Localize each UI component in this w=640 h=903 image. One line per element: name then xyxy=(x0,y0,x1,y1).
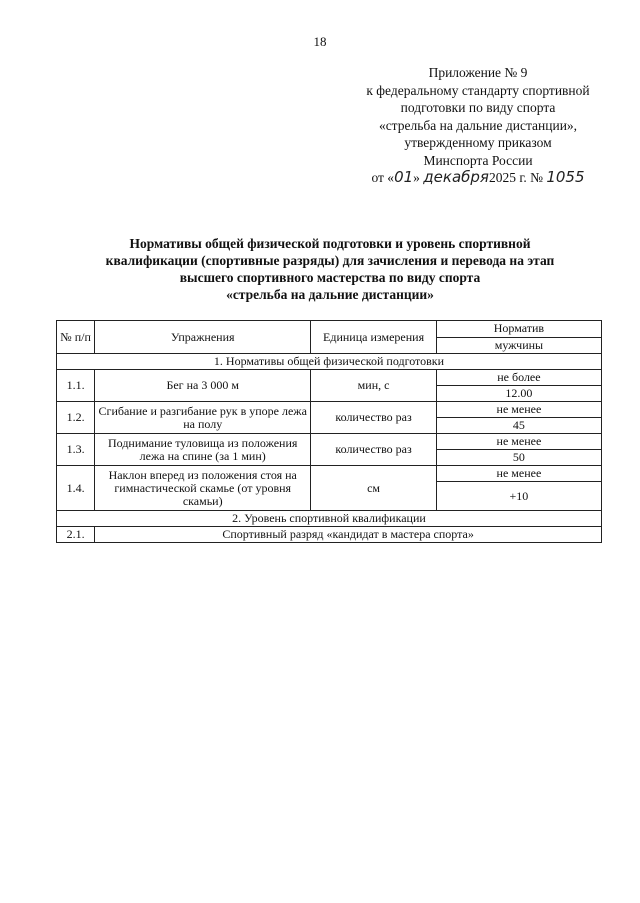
title-line: Нормативы общей физической подготовки и уровень спортивной xyxy=(129,236,531,251)
row-condition: не менее xyxy=(436,434,601,450)
table-row xyxy=(57,527,602,543)
section-title: 1. Нормативы общей физической подготовки xyxy=(57,354,602,370)
row-num: 1.3. xyxy=(57,434,95,466)
row-unit: количество раз xyxy=(311,402,437,434)
table-row xyxy=(57,434,602,450)
section-title: 2. Уровень спортивной квалификации xyxy=(57,511,602,527)
row-unit: мин, с xyxy=(311,370,437,402)
header-exercise: Упражнения xyxy=(95,321,311,354)
order-month: декабря xyxy=(423,168,489,186)
row-num: 1.4. xyxy=(57,466,95,511)
appendix-line: утвержденному приказом xyxy=(404,135,552,150)
order-line xyxy=(340,169,616,187)
row-exercise: Бег на 3 000 м xyxy=(95,370,311,402)
row-exercise: Поднимание туловища из положения лежа на спине (за 1 мин) xyxy=(95,434,311,466)
order-day: 01 xyxy=(394,168,414,186)
row-condition: не менее xyxy=(436,466,601,482)
row-value: 45 xyxy=(436,418,601,434)
title-line: «стрельба на дальние дистанции» xyxy=(226,287,434,302)
appendix-header xyxy=(340,64,616,187)
table-row xyxy=(57,466,602,482)
table-row xyxy=(57,402,602,418)
row-value: 50 xyxy=(436,450,601,466)
title-line: квалификации (спортивные разряды) для зачисления и перевода на этап xyxy=(105,253,555,268)
order-number: 1055 xyxy=(546,168,585,186)
row-exercise: Сгибание и разгибание рук в упоре лежа на полу xyxy=(95,402,311,434)
header-unit: Единица измерения xyxy=(311,321,437,354)
row-condition: не более xyxy=(436,370,601,386)
row-condition: не менее xyxy=(436,402,601,418)
table-row xyxy=(57,370,602,386)
rank-text: Спортивный разряд «кандидат в мастера спорта» xyxy=(95,527,602,543)
order-prefix: от « xyxy=(371,170,395,185)
row-num: 2.1. xyxy=(57,527,95,543)
page-number: 18 xyxy=(313,34,327,49)
row-num: 1.1. xyxy=(57,370,95,402)
row-num: 1.2. xyxy=(57,402,95,434)
title-line: высшего спортивного мастерства по виду спорта xyxy=(179,270,481,285)
section-row xyxy=(57,511,602,527)
appendix-line: к федеральному стандарту спортивной xyxy=(366,82,590,98)
header-num: № п/п xyxy=(57,321,95,354)
row-value: +10 xyxy=(436,482,601,511)
section-row xyxy=(57,354,602,370)
norms-table xyxy=(56,320,602,543)
order-mid: » xyxy=(413,170,424,185)
row-value: 12.00 xyxy=(436,386,601,402)
header-row xyxy=(57,321,602,338)
appendix-line: «стрельба на дальние дистанции», xyxy=(378,117,578,133)
row-exercise: Наклон вперед из положения стоя на гимнастической скамье (от уровня скамьи) xyxy=(95,466,311,511)
appendix-line: Минспорта России xyxy=(423,152,533,168)
header-gender: мужчины xyxy=(436,337,601,354)
row-unit: количество раз xyxy=(311,434,437,466)
row-unit: см xyxy=(311,466,437,511)
header-norm: Норматив xyxy=(436,321,601,338)
order-year: 2025 г. № xyxy=(488,170,547,185)
document-title xyxy=(60,235,600,303)
appendix-line: подготовки по виду спорта xyxy=(400,100,556,115)
appendix-line: Приложение № 9 xyxy=(428,65,528,80)
